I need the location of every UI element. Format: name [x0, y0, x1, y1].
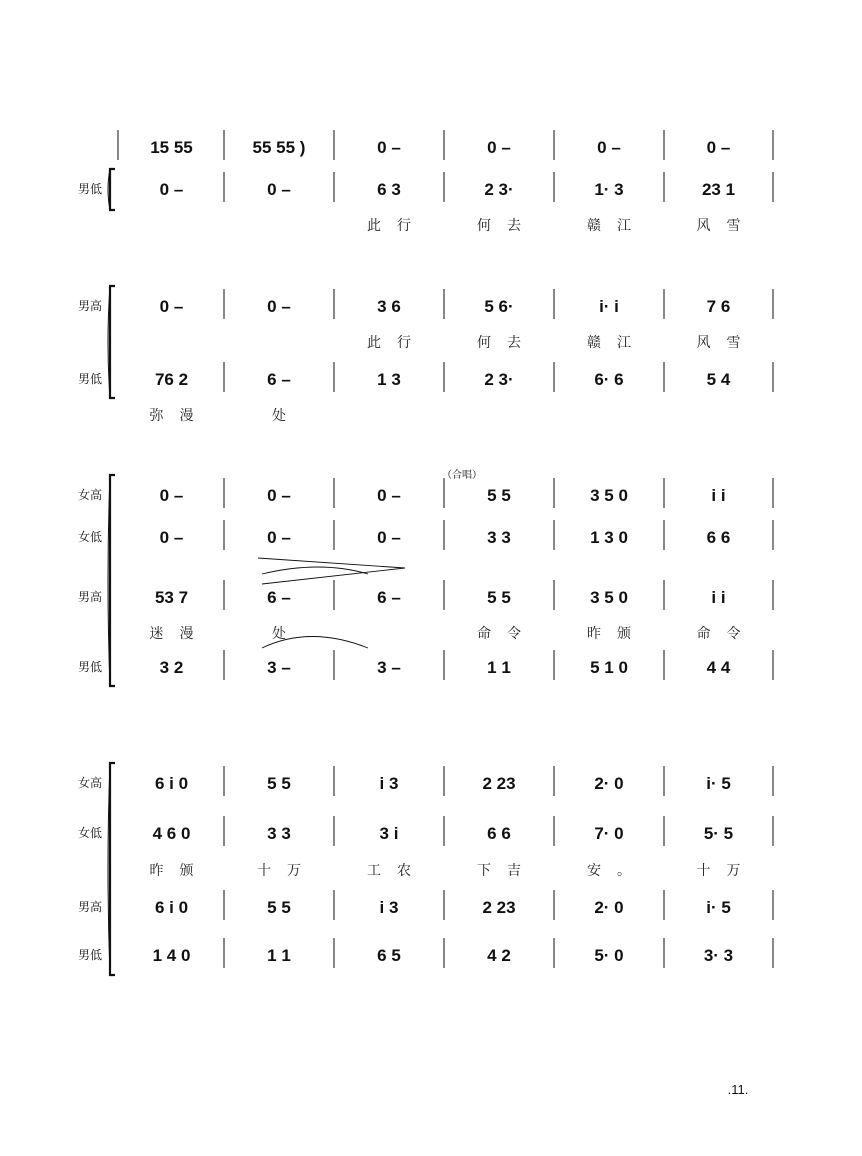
measure-notes: i 3 — [379, 898, 399, 917]
measure-notes: 6 i 0 — [154, 898, 189, 917]
measure-notes: 2 3· — [484, 180, 514, 199]
lyric-char: 迷 — [149, 625, 164, 641]
measure-notes: 5 6· — [484, 297, 514, 316]
lyric-char: 万 — [726, 862, 741, 878]
measure-notes: 3 3 — [267, 824, 291, 843]
measure-notes: 0 – — [159, 486, 184, 505]
system-bracket — [110, 169, 115, 210]
lyric-char: 风 — [696, 217, 711, 233]
chorus-mark: （合唱） — [442, 470, 482, 481]
system-bracket — [110, 475, 115, 686]
measure-notes: 6 – — [267, 370, 291, 389]
system-bracket — [110, 763, 115, 975]
lyric-char: 十 — [257, 862, 271, 878]
part-label: 男高 — [77, 900, 103, 914]
lyric-char: 处 — [272, 407, 286, 423]
measure-notes: 2 23 — [482, 774, 516, 793]
lyric-char: 命 — [477, 625, 491, 641]
lyric-char: 吉 — [507, 862, 521, 878]
measure-notes: 1 1 — [267, 946, 291, 965]
lyric-char: 风 — [696, 334, 711, 350]
lyric-char: 令 — [507, 625, 521, 641]
lyric-char: 十 — [696, 862, 711, 878]
lyric-char: 江 — [617, 334, 631, 350]
part-label: 女低 — [77, 826, 103, 840]
measure-notes: 55 55 ) — [252, 138, 306, 157]
lyric-char: 雪 — [726, 217, 741, 233]
measure-notes: 5 5 — [267, 774, 291, 793]
measure-notes: 7· 0 — [594, 824, 624, 843]
measure-notes: i i — [711, 588, 726, 607]
measure-notes: 0 – — [597, 138, 621, 157]
measure-notes: 6 – — [377, 588, 401, 607]
measure-notes: 6 – — [267, 588, 291, 607]
part-label: 女高 — [77, 488, 103, 502]
lyric-char: 去 — [507, 217, 521, 233]
measure-notes: 0 – — [159, 297, 184, 316]
measure-notes: 6 3 — [377, 180, 401, 199]
lyric-char: 工 — [367, 862, 381, 878]
measure-notes: 5· 0 — [594, 946, 624, 965]
measure-notes: 0 – — [377, 486, 401, 505]
measure-notes: 0 – — [267, 528, 291, 547]
measure-notes: 1 3 — [377, 370, 401, 389]
system-bracket — [110, 286, 115, 398]
measure-notes: 3 2 — [159, 658, 184, 677]
part-label: 男低 — [77, 372, 103, 386]
measure-notes: 6 6 — [487, 824, 511, 843]
measure-notes: 0 – — [267, 297, 291, 316]
page-number: .11. — [727, 1082, 749, 1097]
measure-notes: i· 5 — [706, 774, 731, 793]
measure-notes: 2· 0 — [594, 898, 624, 917]
part-label: 男低 — [77, 660, 103, 674]
measure-notes: 6 i 0 — [154, 774, 189, 793]
lyric-char: 赣 — [587, 334, 601, 350]
lyric-char: 江 — [617, 217, 631, 233]
part-label: 男高 — [77, 590, 103, 604]
measure-notes: 0 – — [487, 138, 511, 157]
measure-notes: 1 1 — [487, 658, 511, 677]
lyric-char: 漫 — [179, 625, 194, 641]
measure-notes: 2 3· — [484, 370, 514, 389]
lyric-char: 。 — [617, 862, 631, 878]
lyric-char: 此 — [367, 334, 381, 350]
measure-notes: 6· 6 — [594, 370, 624, 389]
lyric-char: 漫 — [179, 407, 194, 423]
part-label: 女高 — [77, 776, 103, 790]
measure-notes: 3 – — [267, 658, 291, 677]
measure-notes: 2· 0 — [594, 774, 624, 793]
slur — [258, 558, 405, 584]
lyric-char: 安 — [587, 862, 601, 878]
part-label: 男高 — [77, 299, 103, 313]
measure-notes: 6 5 — [377, 946, 401, 965]
measure-notes: 3 i — [379, 824, 399, 843]
part-label: 男低 — [77, 182, 103, 196]
part-label: 女低 — [77, 530, 103, 544]
measure-notes: 3 5 0 — [590, 588, 628, 607]
measure-notes: 3 5 0 — [590, 486, 628, 505]
lyric-char: 命 — [696, 625, 711, 641]
measure-notes: i· 5 — [706, 898, 731, 917]
measure-notes: 3· 3 — [703, 946, 734, 965]
measure-notes: 0 – — [159, 528, 184, 547]
measure-notes: 1 3 0 — [590, 528, 628, 547]
measure-notes: 4 4 — [706, 658, 731, 677]
measure-notes: 0 – — [267, 180, 291, 199]
lyric-char: 赣 — [587, 217, 601, 233]
lyric-char: 雪 — [726, 334, 741, 350]
lyric-char: 颁 — [617, 625, 631, 641]
measure-notes: 5 5 — [487, 486, 511, 505]
lyric-char: 农 — [397, 862, 411, 878]
lyric-char: 万 — [287, 862, 301, 878]
measure-notes: 1 4 0 — [152, 946, 191, 965]
measure-notes: 4 6 0 — [152, 824, 191, 843]
lyric-char: 行 — [397, 217, 411, 233]
measure-notes: 0 – — [159, 180, 184, 199]
measure-notes: i· i — [599, 297, 619, 316]
lyric-char: 去 — [507, 334, 521, 350]
measure-notes: i i — [711, 486, 726, 505]
measure-notes: 0 – — [377, 528, 401, 547]
measure-notes: 3 6 — [377, 297, 401, 316]
measure-notes: 3 3 — [487, 528, 511, 547]
lyric-char: 下 — [477, 862, 491, 878]
lyric-char: 昨 — [149, 862, 164, 878]
measure-notes: 5 5 — [267, 898, 291, 917]
measure-notes: i 3 — [379, 774, 399, 793]
measure-notes: 53 7 — [154, 588, 189, 607]
lyric-char: 处 — [272, 625, 286, 641]
lyric-char: 此 — [367, 217, 381, 233]
lyric-char: 行 — [397, 334, 411, 350]
measure-notes: 5 1 0 — [590, 658, 628, 677]
lyric-char: 令 — [726, 625, 741, 641]
measure-notes: 1· 3 — [594, 180, 624, 199]
lyric-char: 何 — [477, 217, 491, 233]
lyric-char: 何 — [477, 334, 491, 350]
slur — [262, 567, 368, 574]
measure-notes: 3 – — [377, 658, 401, 677]
measure-notes: 0 – — [267, 486, 291, 505]
measure-notes: 0 – — [706, 138, 731, 157]
measure-notes: 5 5 — [487, 588, 511, 607]
measure-notes: 2 23 — [482, 898, 516, 917]
measure-notes: 0 – — [377, 138, 401, 157]
measure-notes: 5 4 — [706, 370, 731, 389]
lyric-char: 弥 — [149, 407, 164, 423]
measure-notes: 6 6 — [706, 528, 731, 547]
lyric-char: 颁 — [179, 862, 194, 878]
measure-notes: 4 2 — [487, 946, 511, 965]
measure-notes: 23 1 — [701, 180, 736, 199]
measure-notes: 76 2 — [154, 370, 189, 389]
measure-notes: 5· 5 — [703, 824, 734, 843]
measure-notes: 15 55 — [150, 138, 193, 157]
lyric-char: 昨 — [587, 625, 601, 641]
part-label: 男低 — [77, 948, 103, 962]
measure-notes: 7 6 — [706, 297, 731, 316]
